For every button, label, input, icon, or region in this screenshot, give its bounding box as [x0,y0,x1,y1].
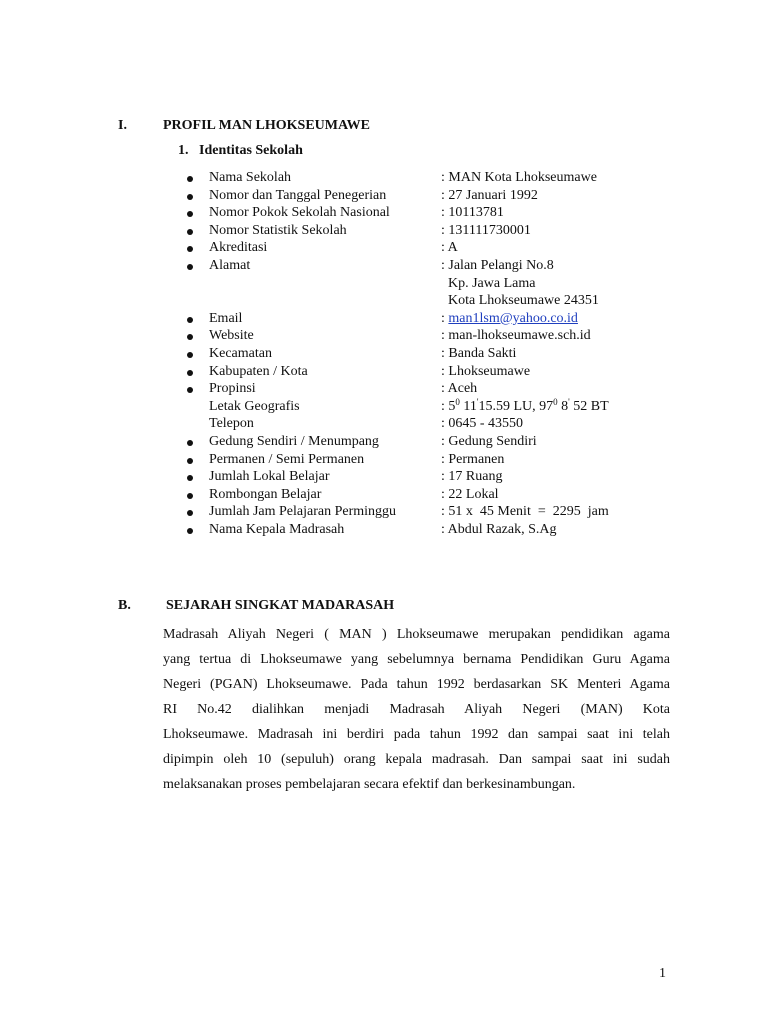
identity-value [441,522,557,538]
identity-value [441,240,458,256]
bullet-icon [187,264,193,270]
identity-value [441,293,599,309]
identity-value [441,469,502,485]
identity-value-text: : Gedung Sendiri [441,434,537,449]
bullet-icon [187,229,193,235]
identity-label: Nama Sekolah [209,170,292,185]
section-b-title: SEJARAH SINGKAT MADARASAH [166,598,395,613]
identity-value-text: : Permanen [441,451,505,467]
geo-coordinate-part: 52 BT [569,398,609,414]
identity-value [441,381,477,397]
identity-value [441,504,609,520]
bullet-icon [187,334,193,340]
identity-value [441,276,535,292]
page-number: 1 [659,966,666,981]
bullet-icon [187,458,193,464]
history-line: Negeri (PGAN) Lhokseumawe. Pada tahun 1992 berdasarkan SK Menteri Agama [163,677,670,692]
history-line: Lhokseumawe. Madrasah ini berdiri pada tahun 1992 dan sampai saat ini telah [163,727,670,742]
geo-coordinate-part: 15.59 LU, 97 [478,398,554,414]
identity-value-text: : 27 Januari 1992 [441,187,538,203]
identity-value-text: : Jalan Pelangi No.8 [441,258,554,273]
identity-value-text: : 5 [441,398,456,414]
identity-label: Gedung Sendiri / Menumpang [209,434,379,449]
identity-value [441,396,609,415]
identity-label: Kecamatan [209,346,272,361]
identity-label: Kabupaten / Kota [209,363,308,379]
section-title: PROFIL MAN LHOKSEUMAWE [163,118,370,133]
identity-value-text: : Abdul Razak, S.Ag [441,522,557,537]
identity-value [441,364,530,380]
geo-coordinate-part: 8 [557,398,569,414]
geo-coordinate-part: 0 [553,396,558,407]
identity-label: Akreditasi [209,240,268,256]
identity-label: Telepon [209,416,254,432]
identity-value [441,487,499,503]
history-line: yang tertua di Lhokseumawe yang sebelumnya bernama Pendidikan Guru Agama [163,652,670,667]
identity-value-text: : [441,310,449,326]
bullet-icon [187,493,193,499]
identity-value [441,205,504,221]
bullet-icon [187,246,193,252]
identity-value [441,328,591,344]
bullet-icon [187,194,193,200]
identity-value-text: : 0645 - 43550 [441,416,524,432]
identity-value-text: Kota Lhokseumawe 24351 [441,293,599,309]
subsection-title: 1. Identitas Sekolah [178,143,303,158]
identity-value [441,223,531,239]
bullet-icon [187,211,193,217]
geo-coordinate-part: ' [476,396,479,407]
identity-value-text: : man-lhokseumawe.sch.id [441,328,591,344]
section-number: I. [118,118,127,133]
identity-label: Permanen / Semi Permanen [209,451,365,467]
identity-value [441,311,578,327]
identity-value-text: : 51 x 45 Menit = 2295 jam [441,504,609,520]
identity-label: Alamat [209,258,251,273]
identity-value-text: : 131111730001 [441,222,531,238]
identity-value [441,188,538,204]
identity-value-text: : 10113781 [441,205,504,221]
identity-value [441,434,537,450]
identity-value-text: : Banda Sakti [441,346,517,361]
bullet-icon [187,370,193,376]
identity-label: Nomor dan Tanggal Penegerian [209,187,387,203]
bullet-icon [187,387,193,393]
identity-value-text: : A [441,240,458,256]
email-link[interactable]: man1lsm@yahoo.co.id [448,310,578,326]
identity-label: Jumlah Jam Pelajaran Perminggu [209,504,397,520]
identity-label: Email [209,310,243,326]
identity-label: Propinsi [209,381,256,397]
identity-value-text: Kp. Jawa Lama [441,275,536,291]
identity-value-text: : 22 Lokal [441,486,499,502]
history-line: melaksanakan proses pembelajaran secara efektif dan berkesinambungan. [163,777,576,792]
identity-value-text: : 17 Ruang [441,469,503,485]
bullet-icon [187,440,193,446]
identity-label: Rombongan Belajar [209,486,322,502]
identity-value-text: : MAN Kota Lhokseumawe [441,170,597,185]
identity-label: Jumlah Lokal Belajar [209,469,330,485]
history-line: dipimpin oleh 10 (sepuluh) orang kepala madrasah. Dan sampai saat ini sudah [163,752,670,767]
section-b-number: B. [118,598,131,613]
geo-coordinate-part: 11 [459,398,477,414]
history-line: Madrasah Aliyah Negeri ( MAN ) Lhokseumawe merupakan pendidikan agama [163,627,670,642]
identity-value [441,416,523,432]
bullet-icon [187,317,193,323]
identity-label: Nomor Statistik Sekolah [209,222,347,238]
identity-value-text: : Aceh [441,381,478,397]
identity-label: Nomor Pokok Sekolah Nasional [209,205,390,221]
bullet-icon [187,510,193,516]
bullet-icon [187,176,193,182]
identity-value [441,452,504,468]
identity-value-text: : Lhokseumawe [441,363,531,379]
identity-value [441,170,597,186]
identity-label: Nama Kepala Madrasah [209,522,345,537]
identity-value [441,346,516,362]
identity-label: Letak Geografis [209,398,300,414]
history-line: RI No.42 dialihkan menjadi Madrasah Aliyah Negeri (MAN) Kota [163,702,670,717]
identity-value [441,258,554,274]
geo-coordinate-part: 0 [455,396,460,407]
bullet-icon [187,352,193,358]
identity-label: Website [209,328,254,344]
bullet-icon [187,475,193,481]
geo-coordinate-part: ' [568,396,570,407]
bullet-icon [187,528,193,534]
